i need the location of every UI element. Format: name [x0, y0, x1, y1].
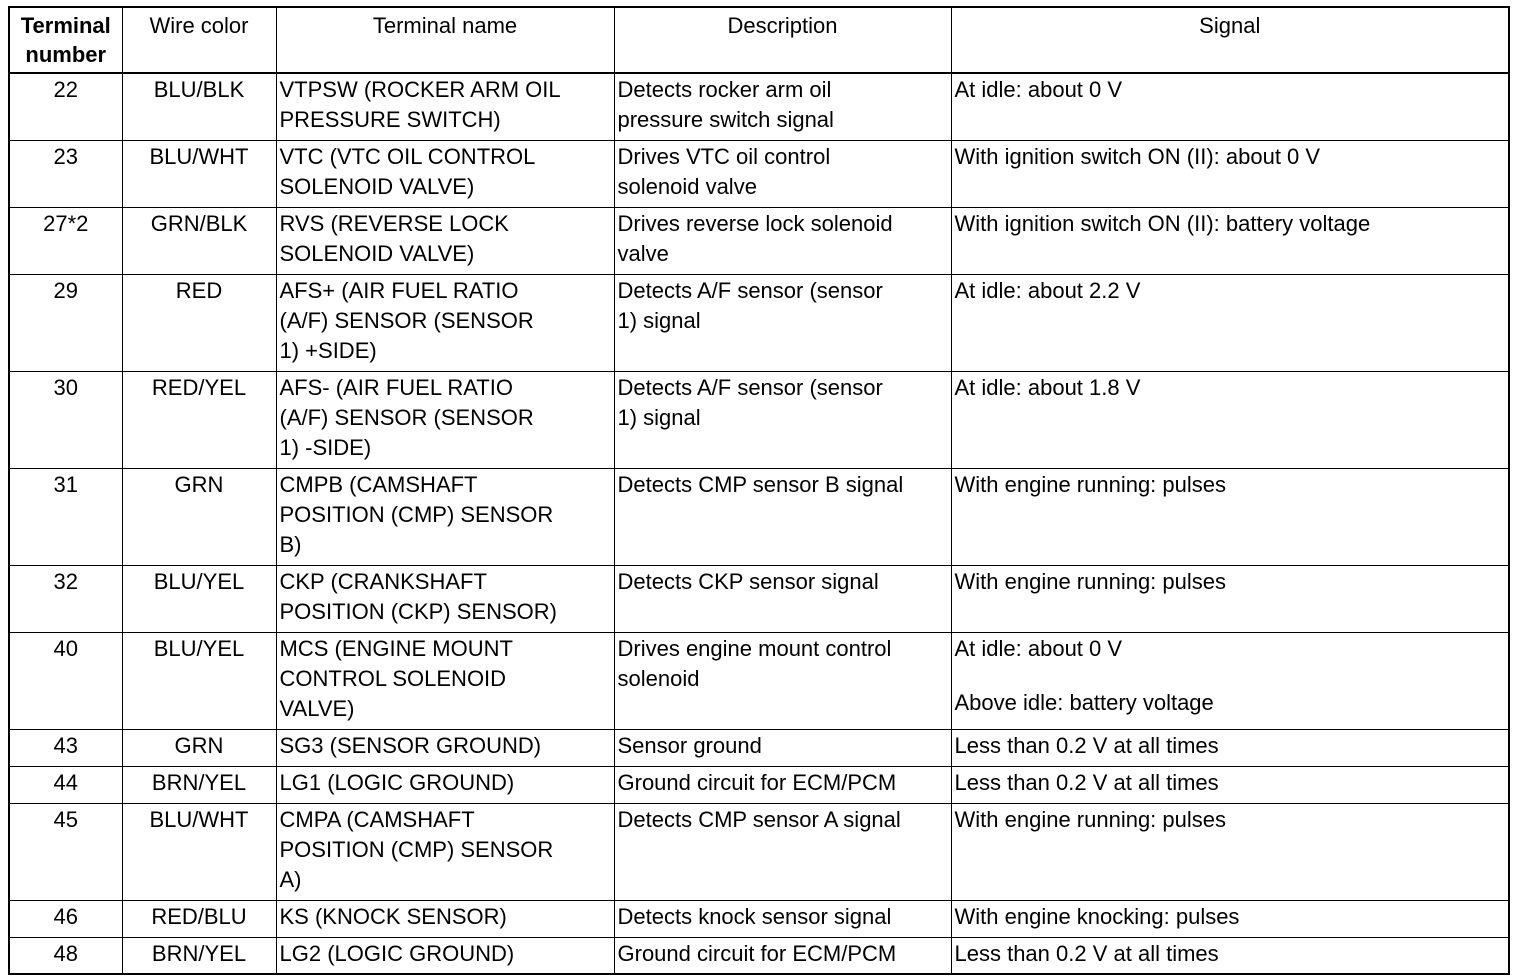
wire-color-cell: BLU/BLK: [122, 73, 276, 140]
description-cell: Detects CKP sensor signal: [614, 565, 951, 632]
terminal-number-cell: 44: [9, 766, 122, 803]
header-terminal-name: Terminal name: [276, 7, 614, 73]
wire-color-cell: RED: [122, 274, 276, 371]
table-row: [9, 937, 1509, 974]
terminal-number-cell: 31: [9, 468, 122, 565]
wire-color-cell: BLU/YEL: [122, 565, 276, 632]
signal-line: With engine knocking: pulses: [954, 903, 1240, 929]
signal-line: With engine running: pulses: [954, 568, 1226, 594]
signal-cell: [951, 468, 1509, 565]
terminal-name-cell: CMPA (CAMSHAFT POSITION (CMP) SENSOR A): [276, 803, 614, 900]
description-cell: Detects rocker arm oil pressure switch signal: [614, 73, 951, 140]
table-row: [9, 207, 1509, 274]
wire-color-cell: RED/BLU: [122, 900, 276, 937]
description-cell: Drives reverse lock solenoid valve: [614, 207, 951, 274]
terminal-name-cell: VTPSW (ROCKER ARM OIL PRESSURE SWITCH): [276, 73, 614, 140]
terminal-number-cell: 32: [9, 565, 122, 632]
terminal-name-cell: LG2 (LOGIC GROUND): [276, 937, 614, 974]
signal-cell: [951, 565, 1509, 632]
description-cell: Detects CMP sensor B signal: [614, 468, 951, 565]
table-row: [9, 468, 1509, 565]
description-cell: Ground circuit for ECM/PCM: [614, 766, 951, 803]
signal-cell: [951, 803, 1509, 900]
wire-color-cell: GRN: [122, 468, 276, 565]
terminal-number-cell: 30: [9, 371, 122, 468]
signal-line: With engine running: pulses: [954, 471, 1226, 497]
signal-line: At idle: about 0 V: [954, 635, 1123, 661]
description-cell: Detects knock sensor signal: [614, 900, 951, 937]
description-cell: Drives VTC oil control solenoid valve: [614, 140, 951, 207]
terminal-name-cell: MCS (ENGINE MOUNT CONTROL SOLENOID VALVE): [276, 632, 614, 729]
terminal-number-cell: 29: [9, 274, 122, 371]
table-row: [9, 565, 1509, 632]
terminal-name-cell: KS (KNOCK SENSOR): [276, 900, 614, 937]
table-row: [9, 73, 1509, 140]
table-row: [9, 371, 1509, 468]
terminal-number-cell: 43: [9, 729, 122, 766]
signal-line: At idle: about 2.2 V: [954, 277, 1141, 303]
description-cell: Drives engine mount control solenoid: [614, 632, 951, 729]
terminal-name-cell: AFS- (AIR FUEL RATIO (A/F) SENSOR (SENSOR 1) -SIDE): [276, 371, 614, 468]
description-cell: Detects A/F sensor (sensor 1) signal: [614, 274, 951, 371]
wire-color-cell: BLU/YEL: [122, 632, 276, 729]
signal-line: With engine running: pulses: [954, 806, 1226, 832]
terminal-number-cell: 48: [9, 937, 122, 974]
wire-color-cell: BRN/YEL: [122, 937, 276, 974]
signal-line: With ignition switch ON (II): battery voltage: [954, 210, 1371, 236]
header-signal: Signal: [951, 7, 1509, 73]
wire-color-cell: BLU/WHT: [122, 140, 276, 207]
description-cell: Sensor ground: [614, 729, 951, 766]
header-terminal-number: Terminal number: [9, 7, 122, 73]
terminal-number-cell: 27*2: [9, 207, 122, 274]
description-cell: Detects A/F sensor (sensor 1) signal: [614, 371, 951, 468]
signal-line: Less than 0.2 V at all times: [954, 940, 1219, 966]
terminal-number-cell: 46: [9, 900, 122, 937]
header-description: Description: [614, 7, 951, 73]
signal-line: At idle: about 0 V: [954, 77, 1123, 102]
table-body: [9, 73, 1509, 974]
signal-cell: [951, 729, 1509, 766]
wire-color-cell: GRN/BLK: [122, 207, 276, 274]
terminal-name-cell: SG3 (SENSOR GROUND): [276, 729, 614, 766]
signal-cell: [951, 274, 1509, 371]
table-row: [9, 766, 1509, 803]
terminal-name-cell: LG1 (LOGIC GROUND): [276, 766, 614, 803]
terminal-name-cell: CKP (CRANKSHAFT POSITION (CKP) SENSOR): [276, 565, 614, 632]
signal-line: Above idle: battery voltage: [954, 689, 1214, 715]
signal-cell: [951, 73, 1509, 140]
terminal-number-cell: 22: [9, 73, 122, 140]
signal-cell: [951, 371, 1509, 468]
signal-line: At idle: about 1.8 V: [954, 374, 1141, 400]
signal-cell: [951, 632, 1509, 729]
terminal-table: [8, 6, 1510, 975]
table-row: [9, 632, 1509, 729]
signal-cell: [951, 900, 1509, 937]
terminal-name-cell: RVS (REVERSE LOCK SOLENOID VALVE): [276, 207, 614, 274]
signal-line: Less than 0.2 V at all times: [954, 732, 1219, 758]
signal-line: Less than 0.2 V at all times: [954, 769, 1219, 795]
signal-cell: [951, 937, 1509, 974]
terminal-number-cell: 40: [9, 632, 122, 729]
description-cell: Detects CMP sensor A signal: [614, 803, 951, 900]
terminal-number-cell: 45: [9, 803, 122, 900]
terminal-number-cell: 23: [9, 140, 122, 207]
wire-color-cell: BLU/WHT: [122, 803, 276, 900]
description-cell: Ground circuit for ECM/PCM: [614, 937, 951, 974]
signal-cell: [951, 766, 1509, 803]
signal-spacer: [955, 664, 1506, 688]
table-row: [9, 140, 1509, 207]
wire-color-cell: GRN: [122, 729, 276, 766]
table-row: [9, 274, 1509, 371]
header-row: [9, 7, 1509, 73]
signal-cell: [951, 207, 1509, 274]
signal-line: With ignition switch ON (II): about 0 V: [954, 143, 1321, 169]
wire-color-cell: BRN/YEL: [122, 766, 276, 803]
signal-cell: [951, 140, 1509, 207]
header-wire-color: Wire color: [122, 7, 276, 73]
terminal-name-cell: VTC (VTC OIL CONTROL SOLENOID VALVE): [276, 140, 614, 207]
table-row: [9, 900, 1509, 937]
table-row: [9, 729, 1509, 766]
terminal-name-cell: CMPB (CAMSHAFT POSITION (CMP) SENSOR B): [276, 468, 614, 565]
table-row: [9, 803, 1509, 900]
terminal-name-cell: AFS+ (AIR FUEL RATIO (A/F) SENSOR (SENSOR 1) +SIDE): [276, 274, 614, 371]
wire-color-cell: RED/YEL: [122, 371, 276, 468]
